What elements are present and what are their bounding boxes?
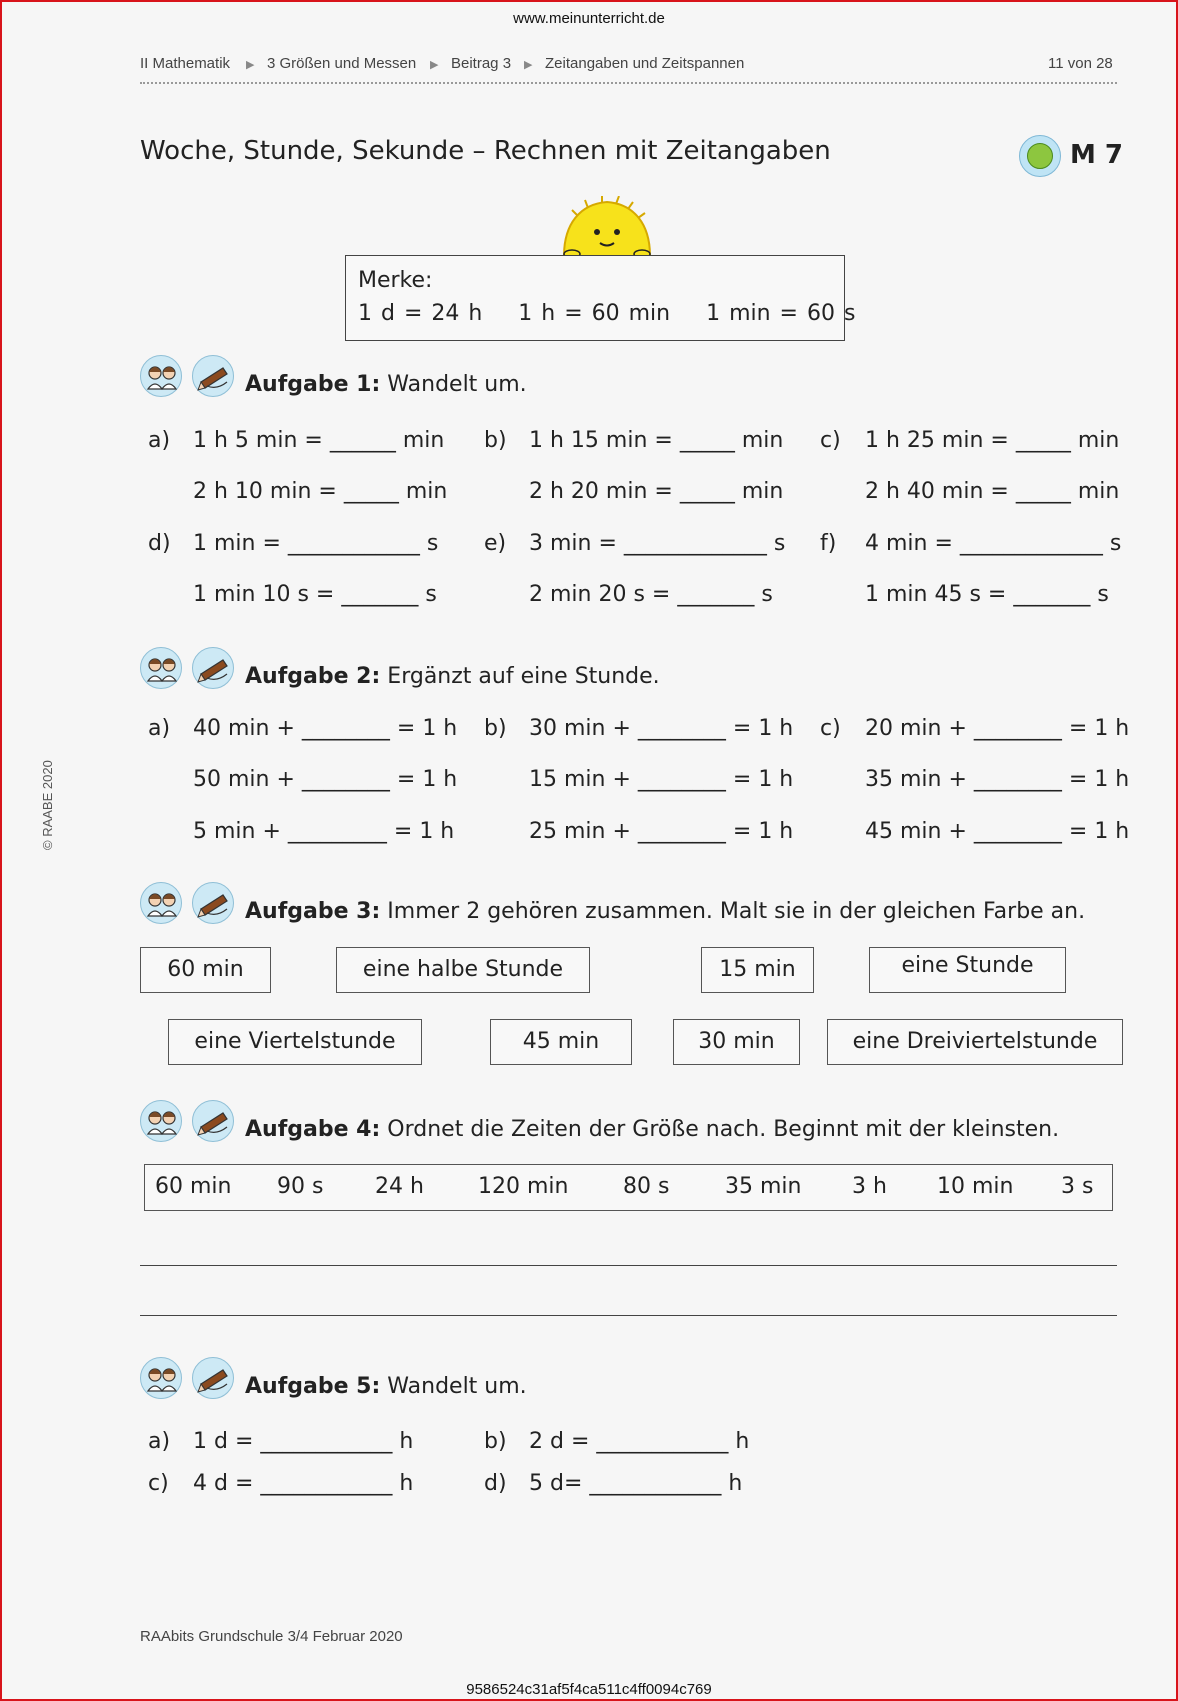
breadcrumb-item: 3 Größen und Messen: [267, 55, 417, 72]
item-letter: a): [148, 428, 171, 453]
task-3-heading: Aufgabe 3: Immer 2 gehören zusammen. Malt sie in der gleichen Farbe an.: [245, 899, 1086, 924]
answer-line[interactable]: [140, 1265, 1117, 1266]
breadcrumb-item: Beitrag 3: [451, 55, 512, 72]
writing-hand-icon: [192, 647, 234, 689]
exercise-item: 1 h 5 min = ______ min: [193, 428, 445, 453]
exercise-item: 1 d = ____________ h: [193, 1429, 414, 1454]
material-label: M 7: [1070, 140, 1124, 170]
exercise-item: 2 h 40 min = _____ min: [865, 479, 1120, 504]
item-letter: b): [484, 428, 507, 453]
time-card[interactable]: eine Dreiviertelstunde: [827, 1019, 1123, 1065]
exercise-item: 2 min 20 s = _______ s: [529, 582, 773, 607]
item-letter: e): [484, 531, 507, 556]
time-value: 10 min: [937, 1174, 1014, 1199]
time-card[interactable]: 60 min: [140, 947, 271, 993]
item-letter: a): [148, 716, 171, 741]
time-value: 3 h: [852, 1174, 887, 1199]
merke-facts: 1 d = 24 h 1 h = 60 min 1 min = 60 s: [358, 301, 856, 326]
exercise-item: 30 min + ________ = 1 h: [529, 716, 794, 741]
task-4-heading: Aufgabe 4: Ordnet die Zeiten der Größe nach. Beginnt mit der kleinsten.: [245, 1117, 1060, 1142]
mascot-icon: [558, 196, 656, 258]
breadcrumb-arrow-icon: ▶: [524, 59, 533, 71]
exercise-item: 50 min + ________ = 1 h: [193, 767, 458, 792]
exercise-item: 3 min = _____________ s: [529, 531, 786, 556]
time-value: 90 s: [277, 1174, 324, 1199]
merke-heading: Merke:: [358, 268, 433, 293]
item-letter: d): [484, 1471, 507, 1496]
exercise-item: 2 d = ____________ h: [529, 1429, 750, 1454]
task-icons: [140, 1357, 236, 1401]
writing-hand-icon: [192, 882, 234, 924]
task-icons: [140, 1100, 236, 1144]
partner-work-icon: [140, 1357, 182, 1399]
footer-text: RAAbits Grundschule 3/4 Februar 2020: [140, 1628, 403, 1645]
exercise-item: 2 h 20 min = _____ min: [529, 479, 784, 504]
breadcrumb-item: II Mathematik: [140, 55, 231, 72]
exercise-item: 1 h 25 min = _____ min: [865, 428, 1120, 453]
exercise-item: 4 d = ____________ h: [193, 1471, 414, 1496]
item-letter: a): [148, 1429, 171, 1454]
source-url: www.meinunterricht.de: [513, 10, 665, 27]
writing-hand-icon: [192, 355, 234, 397]
partner-work-icon: [140, 355, 182, 397]
exercise-item: 1 min 45 s = _______ s: [865, 582, 1109, 607]
item-letter: f): [820, 531, 837, 556]
writing-hand-icon: [192, 1357, 234, 1399]
exercise-item: 2 h 10 min = _____ min: [193, 479, 448, 504]
page-title: Woche, Stunde, Sekunde – Rechnen mit Zeitangaben: [140, 136, 831, 166]
time-card[interactable]: 30 min: [673, 1019, 800, 1065]
task-icons: [140, 355, 236, 399]
exercise-item: 20 min + ________ = 1 h: [865, 716, 1130, 741]
time-value: 24 h: [375, 1174, 424, 1199]
level-dot-icon: [1019, 135, 1061, 177]
time-value: 3 s: [1061, 1174, 1094, 1199]
time-card[interactable]: 45 min: [490, 1019, 632, 1065]
time-card[interactable]: 15 min: [701, 947, 814, 993]
time-value: 35 min: [725, 1174, 802, 1199]
exercise-item: 5 d= ____________ h: [529, 1471, 743, 1496]
exercise-item: 1 min 10 s = _______ s: [193, 582, 437, 607]
breadcrumb-arrow-icon: ▶: [246, 59, 255, 71]
task-2-heading: Aufgabe 2: Ergänzt auf eine Stunde.: [245, 664, 660, 689]
item-letter: b): [484, 1429, 507, 1454]
exercise-item: 4 min = _____________ s: [865, 531, 1122, 556]
partner-work-icon: [140, 882, 182, 924]
partner-work-icon: [140, 647, 182, 689]
partner-work-icon: [140, 1100, 182, 1142]
exercise-item: 40 min + ________ = 1 h: [193, 716, 458, 741]
time-value: 80 s: [623, 1174, 670, 1199]
task-icons: [140, 647, 236, 691]
time-value: 60 min: [155, 1174, 232, 1199]
item-letter: c): [148, 1471, 169, 1496]
merke-box: [345, 255, 856, 341]
item-letter: c): [820, 716, 841, 741]
exercise-item: 1 min = ____________ s: [193, 531, 439, 556]
exercise-item: 15 min + ________ = 1 h: [529, 767, 794, 792]
exercise-item: 5 min + _________ = 1 h: [193, 819, 455, 844]
time-value: 120 min: [478, 1174, 569, 1199]
task-5-heading: Aufgabe 5: Wandelt um.: [245, 1374, 527, 1399]
page-number: 11 von 28: [1048, 55, 1113, 72]
task-1-heading: Aufgabe 1: Wandelt um.: [245, 372, 527, 397]
time-card[interactable]: eine Viertelstunde: [168, 1019, 422, 1065]
exercise-item: 25 min + ________ = 1 h: [529, 819, 794, 844]
item-letter: c): [820, 428, 841, 453]
side-copyright: © RAABE 2020: [40, 760, 55, 850]
item-letter: d): [148, 531, 171, 556]
document-hash: 9586524c31af5f4ca511c4ff0094c769: [466, 1681, 712, 1698]
time-card[interactable]: eine Stunde: [869, 947, 1066, 993]
exercise-item: 45 min + ________ = 1 h: [865, 819, 1130, 844]
time-card[interactable]: eine halbe Stunde: [336, 947, 590, 993]
writing-hand-icon: [192, 1100, 234, 1142]
answer-line[interactable]: [140, 1315, 1117, 1316]
task-icons: [140, 882, 236, 926]
exercise-item: 1 h 15 min = _____ min: [529, 428, 784, 453]
header-divider: [140, 82, 1117, 84]
item-letter: b): [484, 716, 507, 741]
exercise-item: 35 min + ________ = 1 h: [865, 767, 1130, 792]
breadcrumb-arrow-icon: ▶: [430, 59, 439, 71]
breadcrumb-item: Zeitangaben und Zeitspannen: [545, 55, 745, 72]
